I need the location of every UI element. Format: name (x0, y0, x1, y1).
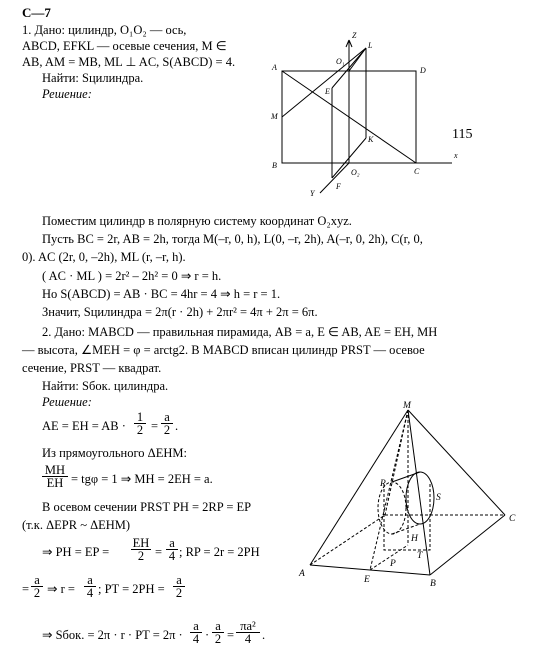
page-number: 115 (452, 127, 473, 142)
problem2-line1: 2. Дано: MABCD — правильная пирамида, AB = a, E ∈ AB, AE = EH, MH (42, 325, 438, 339)
ph-line: ⇒ PH = EP = (42, 545, 110, 559)
axis-y (320, 163, 349, 193)
problem2-line2: — высота, ∠MEH = φ = arctg2. В MABCD вписан цилиндр PRST — осевое (22, 343, 425, 357)
lateral-edge-ma (310, 410, 408, 565)
label-l: L (368, 41, 373, 50)
fraction-a-over-2-d: $\frac{a}{2}$ (212, 620, 224, 645)
fraction-pi-a2-over-4: $\frac{\text{πa²}}{4}$ (236, 620, 260, 645)
label-b: B (430, 579, 436, 589)
label-s: S (436, 493, 441, 503)
solution1-line2: Пусть BC = 2r, AB = 2h, тогда M(–r, 0, h), L(0, –r, 2h), A(–r, 0, 2h), C(r, 0, (42, 232, 423, 246)
solution1-line5: Но S(ABCD) = AB · BC = 4hr = 4 ⇒ h = r = 1. (42, 287, 281, 301)
fraction-a-over-4-b: $\frac{a}{4}$ (84, 574, 96, 599)
fraction-one-half: $\frac{1}{2}$ (134, 411, 146, 436)
label-e: E (364, 575, 370, 585)
segment-ml (282, 48, 366, 117)
axial-section-line2: (т.к. ΔEPR ~ ΔEHM) (22, 518, 131, 532)
label-m: M (403, 401, 411, 411)
label-r: R (380, 479, 386, 489)
problem1-solution-label: Решение: (42, 87, 92, 101)
cylinder-front-ellipse (378, 482, 406, 534)
fraction-a-over-2-b: $\frac{a}{2}$ (31, 574, 43, 599)
axial-section-line1: В осевом сечении PRST PH = 2RP = EP (42, 500, 252, 514)
section-header: С—7 (22, 5, 51, 20)
label-m: M (271, 112, 278, 121)
fraction-eh-over-2: $\frac{EH}{2}$ (132, 536, 150, 563)
solution1-line6: Значит, Sцилиндра = 2π(r · 2h) + 2πr² = 4π + 2π = 6π. (42, 305, 318, 319)
label-b: B (272, 161, 277, 170)
solution1-line3: 0). AC (2r, 0, –2h), ML (r, –r, h). (22, 250, 186, 264)
cylinder-top-generator (392, 472, 420, 482)
label-c: C (509, 514, 516, 524)
segment-eh (370, 545, 408, 570)
fraction-a-over-2: $\frac{a}{2}$ (161, 411, 173, 436)
problem1-line3: AB, AM = MB, ML ⊥ AC, S(ABCD) = 4. (22, 55, 236, 69)
base-edge-ad (310, 515, 385, 565)
label-p: P (390, 559, 396, 569)
problem2-solution-label: Решение: (42, 395, 92, 409)
label-f: F (336, 182, 341, 191)
rp-line: ; RP = 2r = 2PH (179, 545, 260, 559)
problem1-line1: 1. Дано: цилиндр, O₁O₂ — ось, (22, 23, 187, 37)
label-c: C (414, 167, 420, 176)
label-o1: O₁ (336, 57, 345, 66)
label-d: D (420, 66, 426, 75)
solution1-line1: Поместим цилиндр в полярную систему координат O₂xyz. (42, 214, 352, 228)
cylinder-figure (270, 28, 473, 198)
label-a: A (272, 63, 277, 72)
lateral-area-line: ⇒ Sбок. = 2π · r · PT = 2π · (42, 628, 183, 642)
problem2-find: Найти: Sбок. цилиндра. (42, 379, 169, 393)
apothem-me (370, 410, 408, 570)
label-h: H (411, 534, 418, 544)
pt-line: ; PT = 2PH = (98, 582, 165, 596)
right-triangle-line: Из прямоугольного ΔEHM: (42, 446, 187, 460)
label-x: x (454, 151, 458, 160)
lateral-edge-mc (408, 410, 505, 515)
base-edge-bc (430, 515, 505, 575)
fraction-a-over-4-c: $\frac{a}{4}$ (190, 620, 202, 645)
pyramid-figure (290, 400, 525, 590)
fraction-a-over-2-c: $\frac{a}{2}$ (173, 574, 185, 599)
label-o2: O₂ (351, 168, 360, 177)
label-e: E (325, 87, 330, 96)
label-t: T (417, 551, 423, 561)
fraction-mh-over-eh: $\frac{MH}{EH}$ (42, 464, 68, 489)
solution1-line4: ( AC · ML ) = 2r² – 2h² = 0 ⇒ r = h. (42, 269, 222, 283)
label-z: Z (352, 31, 357, 40)
axial-section-prst (384, 484, 430, 550)
label-k: K (368, 135, 374, 144)
tg-line: = tgφ = 1 ⇒ MH = 2EH = a. (71, 472, 213, 486)
problem2-line3: сечение, PRST — квадрат. (22, 361, 162, 375)
ae-eh-formula: AE = EH = AB · (42, 419, 126, 433)
label-y: Y (310, 189, 315, 198)
problem1-line2: ABCD, EFKL — осевые сечения, M ∈ (22, 39, 227, 53)
label-a: A (299, 569, 305, 579)
fraction-a-over-4: $\frac{a}{4}$ (166, 537, 178, 562)
problem1-find: Найти: Sцилиндра. (42, 71, 144, 85)
